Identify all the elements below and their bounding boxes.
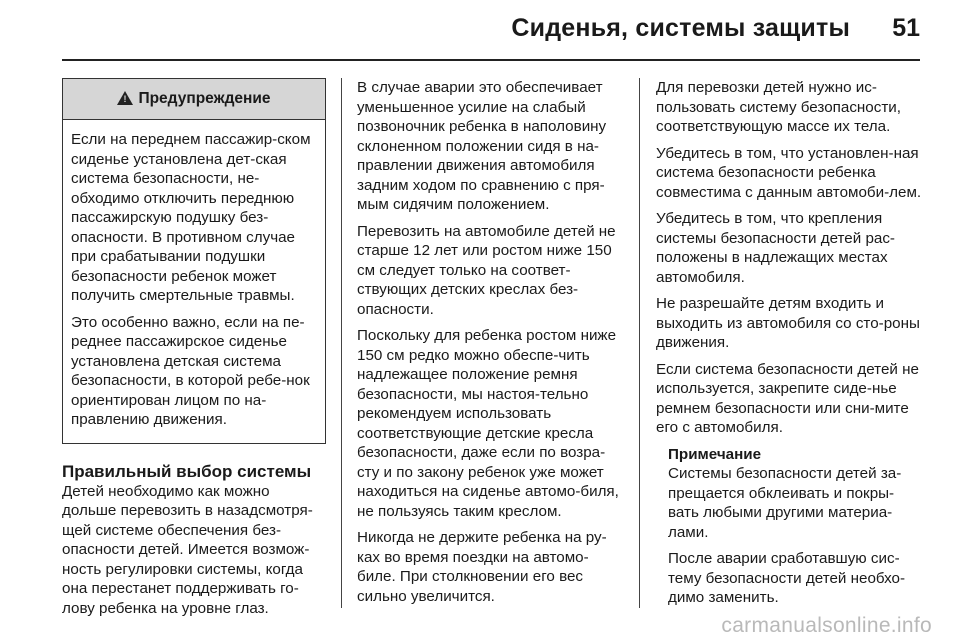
note-paragraph: После аварии сработавшую сис-тему безопасности детей необхо-димо заменить. — [668, 550, 906, 606]
column-divider-1 — [341, 78, 342, 608]
body-paragraph: В случае аварии это обеспечивает уменьшенное усилие на слабый позвоночник ребенка в наполовину склоненном положении сидя в на-правлении движения автомобиля задним ходом по сравнению с пря-мым сидячим положением. — [357, 79, 607, 213]
header-divider — [62, 59, 920, 61]
warning-triangle-icon: ! — [117, 91, 133, 105]
body-paragraph: Перевозить на автомобиле детей не старше 12 лет или ростом ниже 150 см следует только на соответ-ствующих детских креслах без-опасности. — [357, 222, 616, 318]
note-block — [656, 445, 924, 608]
left-column — [62, 78, 326, 625]
page-title: Сиденья, системы защиты — [511, 14, 850, 42]
note-title: Примечание — [668, 445, 762, 463]
body-paragraph: Если система безопасности детей не используется, закрепите сиде-нье ремнем безопасности или сни-мите его с автомобиля. — [656, 360, 919, 436]
middle-column — [357, 78, 624, 613]
body-paragraph: Никогда не держите ребенка на ру-ках во время поездки на автомо-биле. При столкновении его вес сильно увеличится. — [357, 529, 607, 605]
section-heading: Правильный выбор системы — [62, 461, 312, 481]
body-paragraph: Поскольку для ребенка ростом ниже 150 см редко можно обеспе-чить надлежащее положение ремня безопасности, мы настоя-тельно рекомендуем использовать соответствующие детские кресла безопасности, даже если по возра-сту и по закону ребенок уже может находиться на сиденье автомо-биля, не пользуясь таким креслом. — [357, 327, 619, 520]
body-paragraph: Убедитесь в том, что крепления системы безопасности детей рас-положены в надлежащих местах автомобиля. — [656, 210, 895, 286]
note-paragraph: Системы безопасности детей за-прещается обклеивать и покры-вать любыми другими материа-лами. — [668, 465, 902, 541]
warning-paragraph: Если на переднем пассажир-ском сиденье установлена дет-ская система безопасности, не-обходимо отключить переднюю пассажирскую подушку без-опасности. В противном случае при срабатывании подушки безопасности ребенок может получить смертельные травмы. — [71, 131, 311, 304]
warning-box — [62, 78, 326, 444]
column-divider-2 — [639, 78, 640, 608]
section-paragraph: Детей необходимо как можно дольше перевозить в назадсмотря-щей системе обеспечения без-опасности детей. Имеется возмож-ность регулировки системы, когда она перестанет поддерживать го-лову ребенка на уровне глаз. — [62, 482, 313, 617]
warning-title: Предупреждение — [138, 90, 271, 108]
watermark: carmanualsonline.info — [721, 614, 932, 637]
page-number: 51 — [892, 14, 920, 42]
body-paragraph: Убедитесь в том, что установлен-ная система безопасности ребенка совместима с данным автомоби-лем. — [656, 144, 922, 201]
right-column — [656, 78, 924, 615]
warning-paragraph: Это особенно важно, если на пе-реднее пассажирское сиденье установлена детская система безопасности, в которой ребе-нок ориентирован лицом по на-правлению движения. — [71, 313, 310, 428]
body-paragraph: Не разрешайте детям входить и выходить из автомобиля со сто-роны движения. — [656, 295, 920, 351]
warning-header — [63, 79, 325, 120]
warning-body — [63, 120, 325, 443]
body-paragraph: Для перевозки детей нужно ис-пользовать систему безопасности, соответствующую массе их тела. — [656, 79, 902, 135]
page-header — [0, 0, 960, 60]
